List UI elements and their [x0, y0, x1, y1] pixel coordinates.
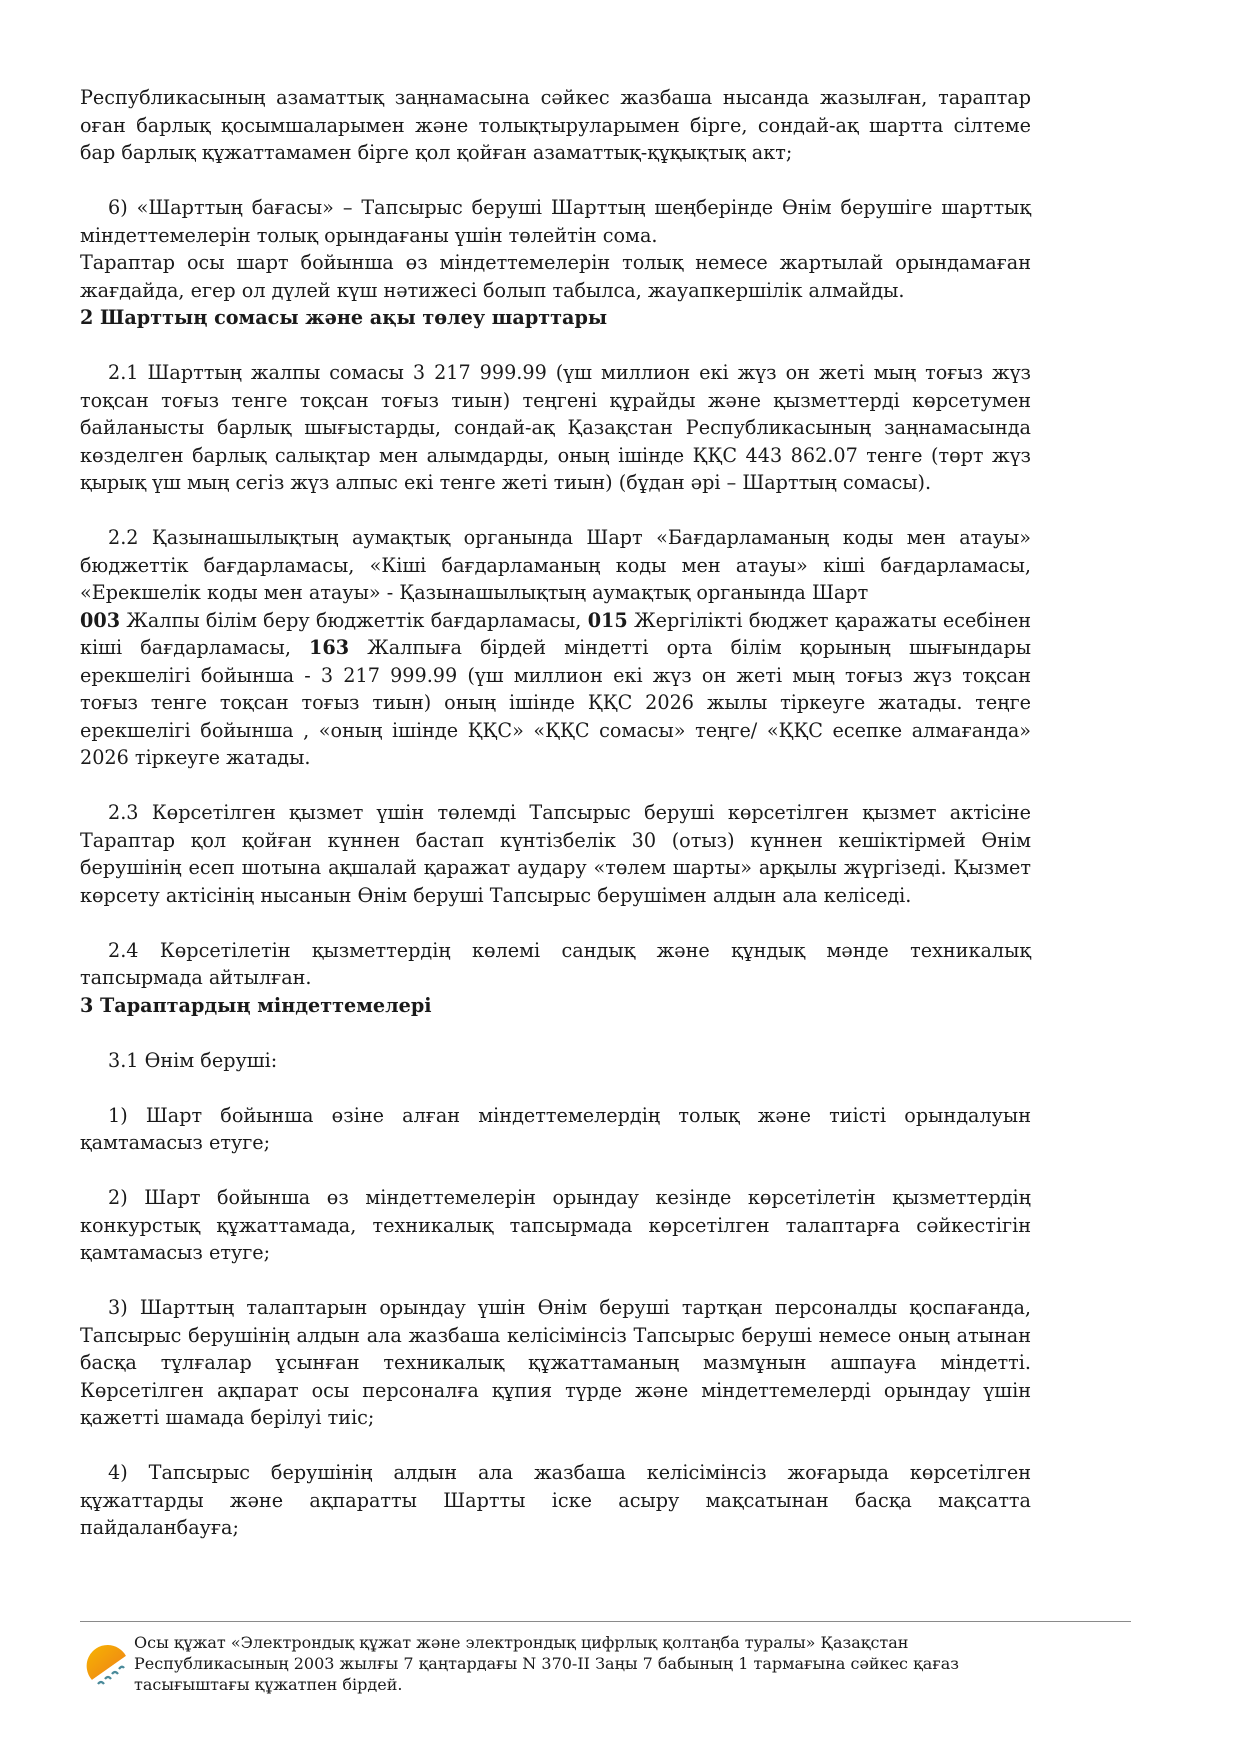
clause-2-2-intro: 2.2 Қазынашылықтың аумақтық органында Шарт «Бағдарламаның коды мен атауы» бюджеттік бағдарламасы, «Кіші бағдарламаның коды мен атауы» кіші бағдарламасы, «Ерекшелік коды мен атауы» - Қазынашылықтың аумақтық органында Шарт: [80, 526, 1031, 604]
specifics-text: Жалпыға бірдей міндетті орта білім қорының шығындары ерекшелігі бойынша - 3 217 999.99 (үш миллион екі жүз он жеті мың тоғыз жүз тоқсан тоғыз тенге тоқсан тоғыз тиын) оның ішінде ҚҚС 2026 жылы тіркеуге жатады. теңге ерекшелігі бойынша , «оның ішінде ҚҚС» «ҚҚС сомасы» теңге/ «ҚҚС есепке алмағанда» 2026 тіркеуге жатады.: [80, 636, 1031, 769]
definition-item-6: 6) «Шарттың бағасы» – Тапсырыс беруші Шарттың шеңберінде Өнім берушіге шарттық міндеттемелерін толық орындағаны үшін төлейтін сома.: [80, 196, 1031, 247]
legal-notice: Осы құжат «Электрондық құжат және электрондық цифрлық қолтаңба туралы» Қазақстан Республикасының 2003 жылғы 7 қаңтардағы N 370-II Заңы 7 бабының 1 тармағына сәйкес қағаз тасығыштағы құжатпен бірдей.: [134, 1633, 959, 1694]
clause-2-4: 2.4 Көрсетілетін қызметтердің көлемі сандық және құндық мәнде техникалық тапсырмада айтылған.: [80, 938, 1031, 989]
budget-program-code: 003: [80, 608, 121, 632]
obligation-item: 4) Тапсырыс берушінің алдын ала жазбаша келісімінсіз жоғарыда көрсетілген құжаттарды және ақпаратты Шартты іске асыру мақсатынан басқа мақсатта пайдаланбауға;: [80, 1461, 1031, 1539]
obligation-item: 1) Шарт бойынша өзіне алған міндеттемелердің толық және тиісті орындалуын қамтамасыз етуге;: [80, 1103, 1031, 1154]
intro-paragraph: Республикасының азаматтық заңнамасына сәйкес жазбаша нысанда жазылған, тараптар оған барлық қосымшаларымен және толықтыруларымен бірге, сондай-ақ шартта сілтеме бар барлық құжаттамамен бірге қол қойған азаматтық-құқықтық акт;: [80, 86, 1031, 164]
subprogram-code: 015: [587, 608, 628, 632]
budget-program-name: Жалпы білім беру бюджеттік бағдарламасы,: [120, 608, 588, 632]
clause-2-2-details: [80, 607, 1031, 772]
clause-3-1: 3.1 Өнім беруші:: [108, 1048, 278, 1072]
clause-2-3: 2.3 Көрсетілген қызмет үшін төлемді Тапсырыс беруші көрсетілген қызмет актісіне Тараптар қол қойған күннен бастап күнтізбелік 30 (отыз) күннен кешіктірмей Өнім берушінің есеп шотына ақшалай қаражат аудару «төлем шарты» арқылы жүргізеді. Қызмет көрсету актісінің нысанын Өнім беруші Тапсырыс берушімен алдын ала келіседі.: [80, 801, 1031, 907]
specifics-code: 163: [309, 636, 350, 659]
force-majeure-paragraph: Тараптар осы шарт бойынша өз міндеттемелерін толық немесе жартылай орындамаған жағдайда, егер ол дүлей күш нәтижесі болып табылса, жауапкершілік алмайды.: [80, 251, 1031, 302]
egov-sun-logo-icon: [84, 1642, 132, 1690]
obligation-item: 2) Шарт бойынша өз міндеттемелерін орындау кезінде көрсетілетін қызметтердің конкурстық құжаттамада, техникалық тапсырмада көрсетілген талаптарға сәйкестігін қамтамасыз етуге;: [80, 1186, 1031, 1264]
clause-2-1: 2.1 Шарттың жалпы сомасы 3 217 999.99 (үш миллион екі жүз он жеті мың тоғыз жүз тоқсан тоғыз тенге тоқсан тоғыз тиын) теңгені құрайды және қызметтерді көрсетумен байланысты барлық шығыстарды, сондай-ақ Қазақстан Республикасының заңнамасында көзделген барлық салықтар мен алымдарды, оның ішінде ҚҚС 443 862.07 тенге (төрт жүз қырық үш мың сегіз жүз алпыс екі тенге жеті тиын) (бұдан әрі – Шарттың сомасы).: [80, 361, 1031, 494]
document-page: [80, 84, 1031, 1542]
page-footer: [80, 1621, 1131, 1694]
section-2-heading: 2 Шарттың сомасы және ақы төлеу шарттары: [80, 306, 608, 329]
section-3-heading: 3 Тараптардың міндеттемелері: [80, 993, 432, 1017]
subprogram-name: Жергілікті бюджет қаражаты есебінен кіші бағдарламасы,: [80, 608, 1031, 659]
obligation-item: 3) Шарттың талаптарын орындау үшін Өнім беруші тартқан персоналды қоспағанда, Тапсырыс берушінің алдын ала жазбаша келісімінсіз Тапсырыс беруші немесе оның атынан басқа тұлғалар ұсынған техникалық құжаттаманың мазмұнын ашпауға міндетті. Көрсетілген ақпарат осы персоналға құпия түрде және міндеттемелерді орындау үшін қажетті шамада берілуі тиіс;: [80, 1296, 1031, 1429]
